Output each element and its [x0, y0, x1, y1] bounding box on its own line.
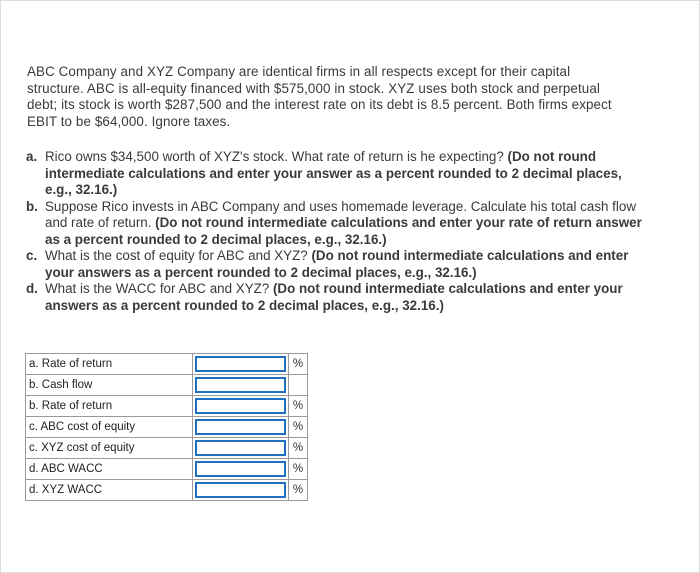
- question-letter: a.: [26, 149, 38, 164]
- question-text: What is the cost of equity for ABC and XYZ?: [45, 248, 312, 263]
- table-row: [26, 438, 308, 459]
- row-label: c. ABC cost of equity: [26, 417, 193, 438]
- table-row: [26, 480, 308, 501]
- question-text: Rico owns $34,500 worth of XYZ's stock. What rate of return is he expecting?: [45, 149, 508, 164]
- row-label: c. XYZ cost of equity: [26, 438, 193, 459]
- percent-unit: %: [289, 417, 308, 438]
- percent-unit: %: [289, 354, 308, 375]
- percent-unit: %: [289, 459, 308, 480]
- question-instruction: (Do not round intermediate calculations and enter your answers as a percent rounded to 2 decimal places, e.g., 32.16.): [45, 281, 623, 313]
- row-label: d. ABC WACC: [26, 459, 193, 480]
- xyz-wacc-input[interactable]: [195, 482, 286, 498]
- question-b: [26, 199, 646, 249]
- unit-cell: [289, 375, 308, 396]
- question-list: [26, 149, 646, 314]
- row-label: d. XYZ WACC: [26, 480, 193, 501]
- rate-of-return-a-input[interactable]: [195, 356, 286, 372]
- cash-flow-b-input[interactable]: [195, 377, 286, 393]
- percent-unit: %: [289, 396, 308, 417]
- question-instruction: (Do not round intermediate calculations and enter your answer as a percent rounded to 2 decimal places, e.g., 32.16.): [45, 149, 622, 197]
- table-row: [26, 417, 308, 438]
- abc-wacc-input[interactable]: [195, 461, 286, 477]
- row-label: a. Rate of return: [26, 354, 193, 375]
- problem-intro: ABC Company and XYZ Company are identical firms in all respects except for their capital structure. ABC is all-equity financed with $575,000 in stock. XYZ uses both stock and perpetual debt; its stock is worth $287,500 and the interest rate on its debt is 8.5 percent. Both firms expect EBIT to be $64,000. Ignore taxes.: [27, 64, 612, 129]
- question-letter: c.: [26, 248, 38, 263]
- question-text: Suppose Rico invests in ABC Company and uses homemade leverage. Calculate his total cash flow and rate of return.: [45, 198, 636, 230]
- table-row: [26, 375, 308, 396]
- question-a: [26, 149, 646, 199]
- question-instruction: (Do not round intermediate calculations and enter your rate of return answer as a percent rounded to 2 decimal places, e.g., 32.16.): [45, 215, 642, 247]
- row-label: b. Rate of return: [26, 396, 193, 417]
- answer-table: [25, 353, 308, 501]
- rate-of-return-b-input[interactable]: [195, 398, 286, 414]
- question-letter: b.: [26, 198, 38, 214]
- xyz-cost-of-equity-input[interactable]: [195, 440, 286, 456]
- percent-unit: %: [289, 438, 308, 459]
- question-c: [26, 248, 646, 281]
- table-row: [26, 459, 308, 480]
- question-letter: d.: [26, 281, 38, 296]
- percent-unit: %: [289, 480, 308, 501]
- table-row: [26, 354, 308, 375]
- question-instruction: (Do not round intermediate calculations and enter your answers as a percent rounded to 2 decimal places, e.g., 32.16.): [45, 248, 629, 280]
- question-d: [26, 281, 646, 314]
- abc-cost-of-equity-input[interactable]: [195, 419, 286, 435]
- row-label: b. Cash flow: [26, 375, 193, 396]
- table-row: [26, 396, 308, 417]
- question-text: What is the WACC for ABC and XYZ?: [45, 281, 273, 296]
